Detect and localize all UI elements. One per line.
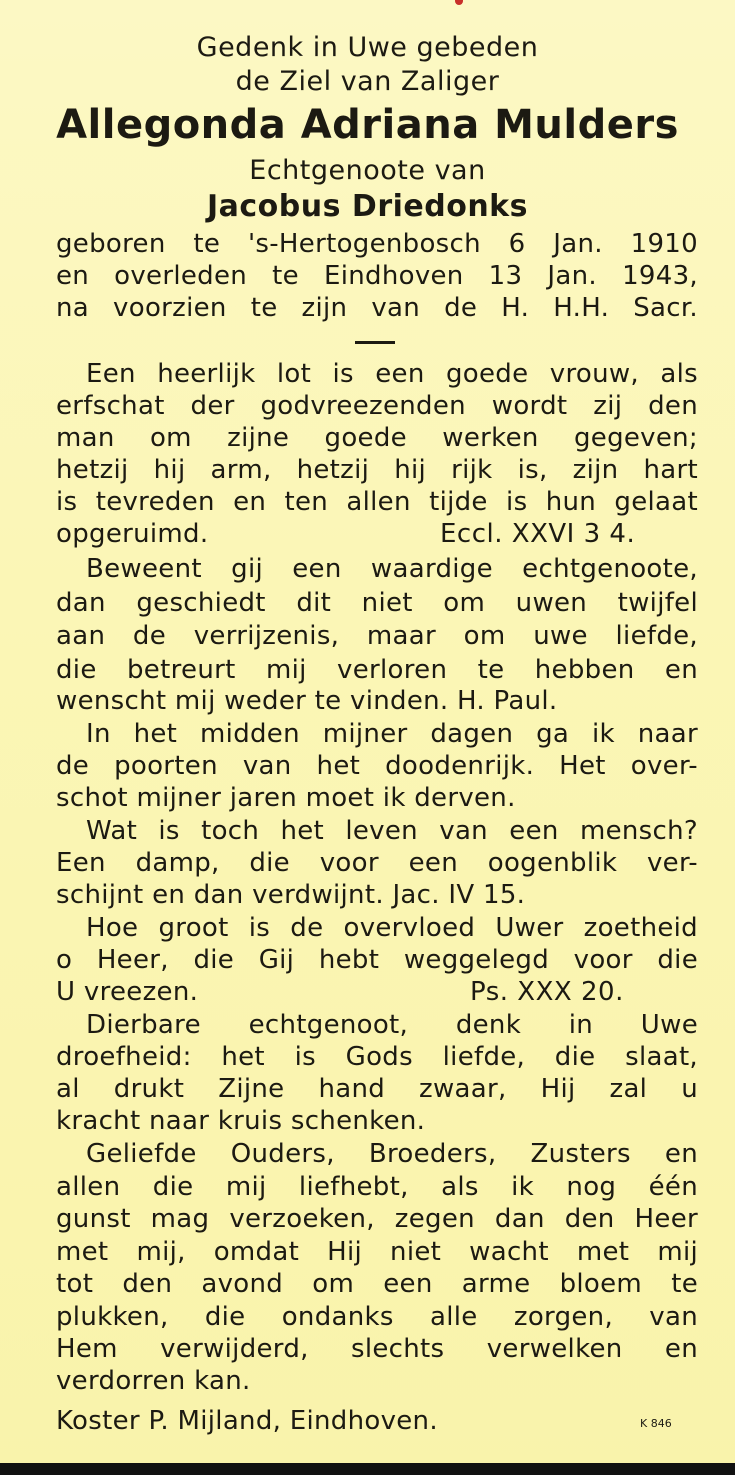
text-line: Hoe groot is de overvloed Uwer zoetheid — [86, 913, 698, 943]
scripture-reference: Eccl. XXVI 3 4. — [440, 519, 636, 549]
print-code: K 846 — [640, 1417, 672, 1430]
text-line: dan geschiedt dit niet om uwen twijfel — [56, 588, 698, 618]
deceased-name: Allegonda Adriana Mulders — [56, 102, 679, 148]
text-line: aan de verrijzenis, maar om uwe liefde, — [56, 621, 698, 651]
text-line: Een damp, die voor een oogenblik ver- — [56, 848, 698, 878]
text-line: is tevreden en ten allen tijde is hun gelaat — [56, 487, 698, 517]
text-line: Geliefde Ouders, Broeders, Zusters en — [86, 1139, 698, 1169]
text-line: opgeruimd. — [56, 519, 209, 549]
spouse-name: Jacobus Driedonks — [206, 189, 528, 224]
text-line: de poorten van het doodenrijk. Het over- — [56, 751, 698, 781]
red-mark — [455, 0, 463, 5]
scripture-reference: Ps. XXX 20. — [470, 977, 624, 1007]
bottom-border — [0, 1463, 735, 1475]
text-line: die betreurt mij verloren te hebben en — [56, 655, 698, 685]
death-line: en overleden te Eindhoven 13 Jan. 1943, — [56, 261, 698, 291]
sacraments-line: na voorzien te zijn van de H. H.H. Sacr. — [56, 293, 698, 323]
divider — [355, 341, 395, 344]
text-line: erfschat der godvreezenden wordt zij den — [56, 391, 698, 421]
header-line-1: Gedenk in Uwe gebeden — [196, 32, 539, 63]
text-line: Beweent gij een waardige echtgenoote, — [86, 554, 698, 584]
text-line: al drukt Zijne hand zwaar, Hij zal u — [56, 1074, 698, 1104]
text-line: Hem verwijderd, slechts verwelken en — [56, 1334, 698, 1364]
text-line: Wat is toch het leven van een mensch? — [86, 816, 698, 846]
text-line: Dierbare echtgenoot, denk in Uwe — [86, 1010, 698, 1040]
text-line: met mij, omdat Hij niet wacht met mij — [56, 1237, 698, 1267]
text-line: plukken, die ondanks alle zorgen, van — [56, 1302, 698, 1332]
text-line: schijnt en dan verdwijnt. Jac. IV 15. — [56, 880, 526, 910]
text-line: kracht naar kruis schenken. — [56, 1106, 426, 1136]
text-line: o Heer, die Gij hebt weggelegd voor die — [56, 945, 698, 975]
relation-line: Echtgenoote van — [249, 155, 486, 186]
text-line: gunst mag verzoeken, zegen dan den Heer — [56, 1204, 698, 1234]
text-line: schot mijner jaren moet ik derven. — [56, 783, 516, 813]
text-line: tot den avond om een arme bloem te — [56, 1269, 698, 1299]
text-line: hetzij hij arm, hetzij hij rijk is, zijn hart — [56, 455, 698, 485]
text-line: wenscht mij weder te vinden. H. Paul. — [56, 686, 558, 716]
text-line: In het midden mijner dagen ga ik naar — [86, 719, 698, 749]
printer-credit: Koster P. Mijland, Eindhoven. — [56, 1406, 438, 1436]
birth-line: geboren te 's-Hertogenbosch 6 Jan. 1910 — [56, 229, 698, 259]
text-line: verdorren kan. — [56, 1366, 251, 1396]
header-line-2: de Ziel van Zaliger — [235, 66, 500, 97]
text-line: droefheid: het is Gods liefde, die slaat, — [56, 1042, 698, 1072]
text-line: man om zijne goede werken gegeven; — [56, 423, 698, 453]
text-line: Een heerlijk lot is een goede vrouw, als — [86, 359, 698, 389]
text-line: U vreezen. — [56, 977, 199, 1007]
text-line: allen die mij liefhebt, als ik nog één — [56, 1172, 698, 1202]
